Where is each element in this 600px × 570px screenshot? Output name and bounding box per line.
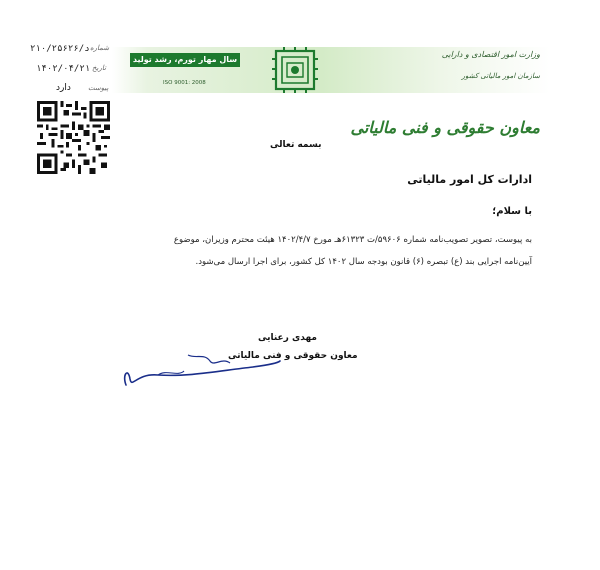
- department-title: معاون حقوقی و فنی مالیاتی: [350, 118, 540, 137]
- number-label: شماره: [90, 44, 110, 52]
- attachment-value: دارد: [56, 83, 71, 93]
- recipient: ادارات کل امور مالیاتی: [407, 173, 532, 186]
- date-label: تاریخ: [92, 64, 106, 72]
- signer-name: مهدی رعنایی: [258, 333, 317, 343]
- salutation: با سلام؛: [492, 206, 532, 217]
- qr-code-icon: [37, 101, 110, 174]
- basmala: بسمه تعالی: [270, 140, 322, 150]
- ministry-name: وزارت امور اقتصادی و دارایی: [441, 50, 540, 59]
- year-slogan: سال مهار تورم، رشد تولید: [130, 53, 240, 67]
- tax-organization-emblem-icon: [268, 45, 322, 95]
- date-value: ۱۴۰۲/۰۴/۲۱: [36, 64, 91, 74]
- iso-certification: ISO 9001: 2008: [163, 80, 206, 86]
- signer-title: معاون حقوقی و فنی مالیاتی: [228, 351, 358, 361]
- number-value: ۲۱۰/۲۵۶۲۶/د: [30, 44, 90, 54]
- body-line-1: به پیوست، تصویر تصویب‌نامه شماره ۵۹۶۰۶/ت ۶۱۳۲۳هـ مورخ ۱۴۰۲/۴/۷ هیئت محترم وزیران، موضوع: [173, 235, 532, 245]
- body-line-2: آیین‌نامه اجرایی بند (ع) تبصره (۶) قانون بودجه سال ۱۴۰۲ کل کشور، برای اجرا ارسال می‌شود.: [195, 257, 532, 267]
- organization-name: سازمان امور مالیاتی کشور: [461, 72, 540, 80]
- attachment-label: پیوست: [88, 84, 109, 92]
